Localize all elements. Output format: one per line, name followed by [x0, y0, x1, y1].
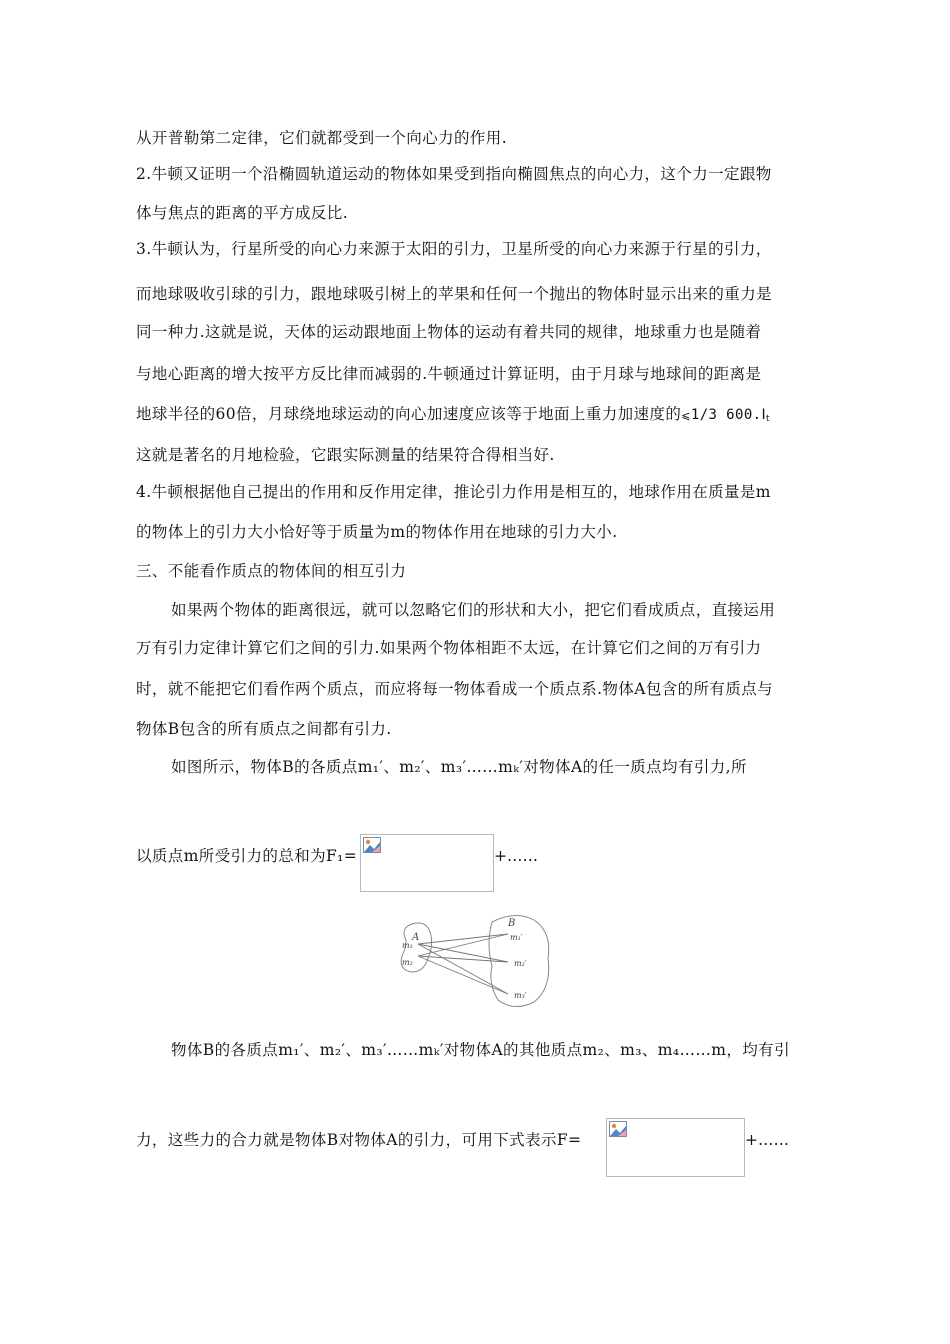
broken-image-icon	[609, 1121, 627, 1137]
paragraph-line: 3.牛顿认为，行星所受的向心力来源于太阳的引力，卫星所受的向心力来源于行星的引力，	[136, 240, 772, 258]
paragraph-line: 以质点m所受引力的总和为F₁=	[136, 847, 358, 865]
approx-mark: ⩽	[681, 409, 691, 422]
series-ellipsis: +……	[745, 1131, 789, 1149]
paragraph-line: 这就是著名的月地检验，它跟实际测量的结果符合得相当好.	[136, 446, 555, 464]
paragraph-line: 物体B的各质点m₁′、m₂′、m₃′……mₖ′对物体A的其他质点m₂、m₃、m₄……m，均有引	[171, 1041, 790, 1059]
point-label-a1: m₁	[402, 941, 413, 950]
formula-image-placeholder	[606, 1118, 745, 1177]
paragraph-line: 同一种力.这就是说，天体的运动跟地面上物体的运动有着共同的规律，地球重力也是随着	[136, 323, 762, 341]
paragraph-line: 从开普勒第二定律，它们就都受到一个向心力的作用.	[136, 129, 508, 147]
point-label-b3: m₃′	[514, 991, 527, 1000]
diagram-label-a: A	[412, 932, 420, 943]
paragraph-line	[136, 404, 770, 429]
paragraph-line: 与地心距离的增大按平方反比律而减弱的.牛顿通过计算证明，由于月球与地球间的距离是	[136, 365, 762, 383]
gravity-diagram	[396, 910, 552, 1012]
paragraph-line: 2.牛顿又证明一个沿椭圆轨道运动的物体如果受到指向椭圆焦点的向心力，这个力一定跟物	[136, 165, 772, 183]
paragraph-line: 万有引力定律计算它们之间的引力.如果两个物体相距不太远，在计算它们之间的万有引力	[136, 639, 762, 657]
paragraph-line: 如果两个物体的距离很远，就可以忽略它们的形状和大小，把它们看成质点，直接运用	[171, 601, 776, 619]
series-ellipsis: +……	[494, 847, 538, 865]
formula-image-placeholder	[360, 834, 494, 892]
paragraph-line: 力，这些力的合力就是物体B对物体A的引力，可用下式表示F=	[136, 1131, 582, 1149]
paragraph-line: 体与焦点的距离的平方成反比.	[136, 204, 349, 222]
paragraph-text: 地球半径的60倍，月球绕地球运动的向心加速度应该等于地面上重力加速度的	[136, 405, 682, 423]
section-heading: 三、不能看作质点的物体间的相互引力	[136, 562, 407, 580]
paragraph-line: 如图所示，物体B的各质点m₁′、m₂′、m₃′……mₖ′对物体A的任一质点均有引力,所	[171, 758, 747, 776]
diagram-label-b: B	[508, 918, 516, 929]
paragraph-line: 物体B包含的所有质点之间都有引力.	[136, 720, 392, 738]
point-label-b1: m₁′	[510, 933, 523, 942]
point-label-a2: m₂	[402, 958, 413, 967]
point-label-b2: m₂′	[514, 959, 527, 968]
paragraph-line: 4.牛顿根据他自己提出的作用和反作用定律，推论引力作用是相互的，地球作用在质量是m	[136, 483, 771, 501]
fraction-text: 1/3 600.	[690, 407, 762, 423]
cursor-mark: $I_t$	[761, 407, 770, 424]
paragraph-line: 而地球吸收引球的引力，跟地球吸引树上的苹果和任何一个抛出的物体时显示出来的重力是	[136, 285, 773, 303]
broken-image-icon	[363, 837, 381, 853]
paragraph-line: 的物体上的引力大小恰好等于质量为m的物体作用在地球的引力大小.	[136, 523, 618, 541]
paragraph-line: 时，就不能把它们看作两个质点，而应将每一物体看成一个质点系.物体A包含的所有质点与	[136, 680, 774, 698]
